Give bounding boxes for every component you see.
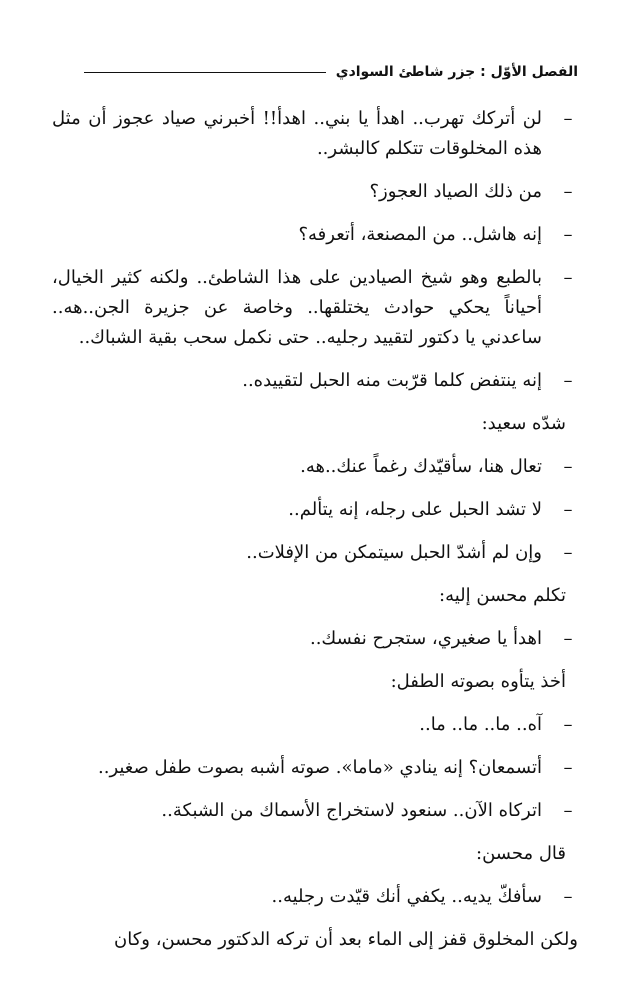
dialogue-dash: – (563, 370, 573, 391)
dialogue-text: اهدأ يا صغيري، ستجرح نفسك.. (309, 628, 542, 649)
running-header (84, 60, 578, 84)
dialogue-dash: – (563, 542, 573, 563)
dialogue-text: من ذلك الصياد العجوز؟ (369, 181, 542, 202)
narration-line (52, 409, 578, 439)
narration-text: شدّه سعيد: (481, 413, 566, 434)
dialogue-line (52, 624, 578, 654)
dialogue-line (52, 452, 578, 482)
dialogue-text: إنه ينتفض كلما قرّبت منه الحبل لتقييده.. (242, 370, 542, 391)
dialogue-dash: – (563, 800, 573, 821)
dialogue-dash: – (563, 499, 573, 520)
dialogue-line (52, 220, 578, 250)
dialogue-line (52, 882, 578, 912)
narration-line (52, 839, 578, 869)
dialogue-dash: – (563, 267, 573, 288)
narration-line (52, 667, 578, 697)
narration-line (52, 581, 578, 611)
dialogue-text: اتركاه الآن.. سنعود لاستخراج الأسماك من الشبكة.. (161, 800, 542, 821)
dialogue-text: تعال هنا، سأقيّدك رغماً عنك..هه. (300, 456, 542, 477)
narration-line (52, 925, 578, 955)
narration-text: تكلم محسن إليه: (439, 585, 566, 606)
chapter-title: الفصل الأوّل : جزر شاطئ السوادي (335, 64, 578, 80)
dialogue-text: سأفكّ يديه.. يكفي أنك قيّدت رجليه.. (271, 886, 542, 907)
dialogue-dash: – (563, 181, 573, 202)
dialogue-dash: – (563, 456, 573, 477)
dialogue-line (52, 177, 578, 207)
dialogue-text: آه.. ما.. ما.. ما.. (419, 714, 542, 735)
dialogue-line (52, 538, 578, 568)
dialogue-dash: – (563, 628, 573, 649)
dialogue-line (52, 710, 578, 740)
dialogue-line (52, 796, 578, 826)
dialogue-dash: – (563, 757, 573, 778)
dialogue-line (52, 263, 578, 353)
dialogue-line (52, 495, 578, 525)
dialogue-text: لا تشد الحبل على رجله، إنه يتألم.. (288, 499, 542, 520)
narration-text: ولكن المخلوق قفز إلى الماء بعد أن تركه الدكتور محسن، وكان (114, 929, 578, 950)
dialogue-dash: – (563, 224, 573, 245)
dialogue-dash: – (563, 714, 573, 735)
dialogue-text: بالطبع وهو شيخ الصيادين على هذا الشاطئ.. ولكنه كثير الخيال، أحياناً يحكي حوادث يختلقها.. وخاصة عن جزيرة الجن..هه.. ساعدني يا دكتور لتقييد رجليه.. حتى نكمل سحب بقية الشباك.. (52, 267, 542, 348)
dialogue-text: لن أتركك تهرب.. اهدأ يا بني.. اهدأ!! أخبرني صياد عجوز أن مثل هذه المخلوقات تتكلم كالبشر.. (52, 108, 542, 159)
dialogue-text: أتسمعان؟ إنه ينادي «ماما». صوته أشبه بصوت طفل صغير.. (98, 757, 542, 778)
dialogue-line (52, 104, 578, 164)
body-text (52, 104, 578, 968)
dialogue-text: وإن لم أشدّ الحبل سيتمكن من الإفلات.. (246, 542, 542, 563)
narration-text: أخذ يتأوه بصوته الطفل: (390, 671, 566, 692)
dialogue-dash: – (563, 886, 573, 907)
dialogue-line (52, 753, 578, 783)
header-rule (84, 72, 326, 73)
dialogue-dash: – (563, 108, 573, 129)
dialogue-text: إنه هاشل.. من المصنعة، أتعرفه؟ (298, 224, 542, 245)
narration-text: قال محسن: (476, 843, 566, 864)
dialogue-line (52, 366, 578, 396)
